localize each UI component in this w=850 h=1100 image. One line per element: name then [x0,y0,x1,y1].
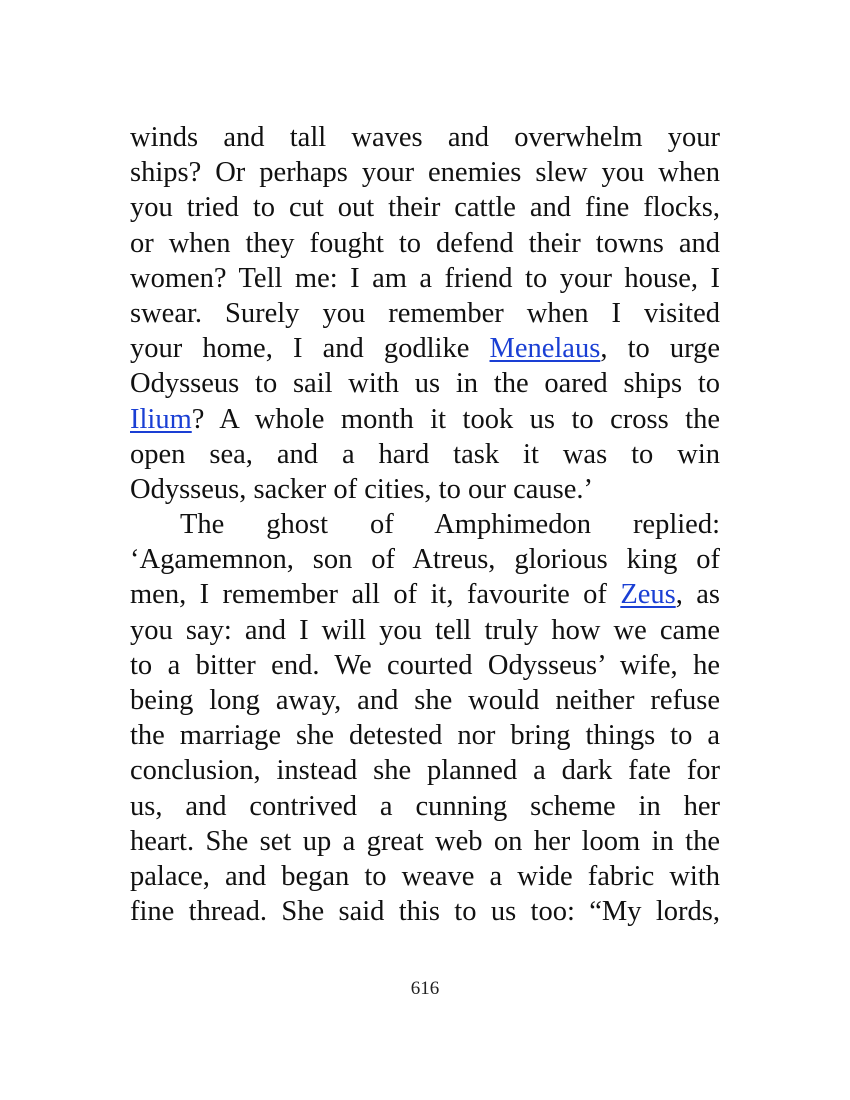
text-line: Odysseus, sacker of cities, to our cause.’ [130,473,593,505]
text-segment: , as [675,579,720,611]
text-line: Odysseus to sail with us in the oared ships to [130,368,720,400]
text-segment: ? A whole month it took us to cross the [191,403,720,435]
text-line: heart. She set up a great web on her loom in the [130,825,720,857]
text-line: or when they fought to defend their towns and [130,227,720,259]
text-line: fine thread. She said this to us too: “My lords, [130,896,720,928]
menelaus-link[interactable]: Menelaus [489,333,601,365]
text-line: us, and contrived a cunning scheme in her [130,790,720,822]
text-line: to a bitter end. We courted Odysseus’ wife, he [130,649,720,681]
text-line: you say: and I will you tell truly how we came [130,614,720,646]
text-line [130,577,720,612]
text-line: The ghost of Amphimedon replied: [180,509,720,541]
ilium-link[interactable]: Ilium [130,403,192,435]
text-line: the marriage she detested nor bring things to a [130,720,720,752]
zeus-link[interactable]: Zeus [620,579,676,611]
text-line: swear. Surely you remember when I visited [130,297,720,329]
text-line: women? Tell me: I am a friend to your house, I [130,262,720,294]
text-segment: men, I remember all of it, favourite of [130,579,621,611]
text-line: ships? Or perhaps your enemies slew you when [130,157,720,189]
text-segment: your home, I and godlike [130,333,490,365]
text-line: ‘Agamemnon, son of Atreus, glorious king of [130,544,720,576]
text-segment: , to urge [600,333,721,365]
text-line: winds and tall waves and overwhelm your [130,122,720,153]
text-line: being long away, and she would neither refuse [130,685,720,716]
text-line: conclusion, instead she planned a dark fate for [130,755,720,787]
page-number: 616 [410,978,440,999]
text-line: you tried to cut out their cattle and fine flocks, [130,192,720,224]
text-line [130,402,720,437]
page-body [130,120,720,929]
text-line: palace, and began to weave a wide fabric with [130,860,720,892]
text-line [130,331,720,366]
text-line: open sea, and a hard task it was to win [130,438,720,470]
